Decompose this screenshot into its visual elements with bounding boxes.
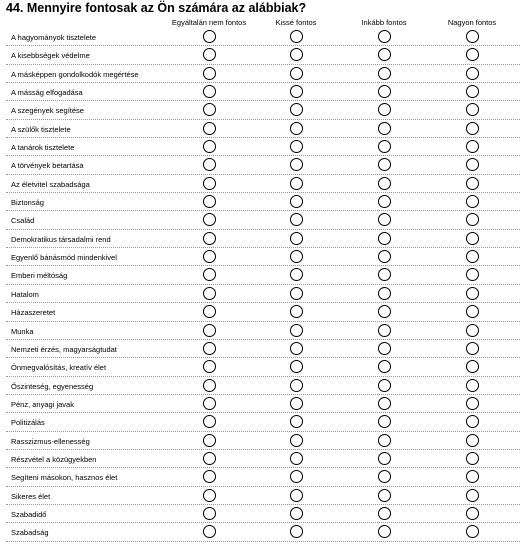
row-label: Sikeres élet [11,491,51,501]
column-header-very-important: Nagyon fontos [447,18,497,27]
radio-slightly-important[interactable] [290,287,303,300]
table-row [6,175,520,193]
table-row [6,413,520,431]
radio-slightly-important[interactable] [290,470,303,483]
radio-not-important[interactable] [203,470,216,483]
row-label: Pénz, anyagi javak [11,399,74,409]
radio-rather-important[interactable] [378,397,391,410]
radio-not-important[interactable] [203,397,216,410]
table-row [6,303,520,321]
table-row [6,468,520,486]
table-row [6,432,520,450]
radio-slightly-important[interactable] [290,67,303,80]
row-label: A szegények segítése [11,106,84,116]
radio-not-important[interactable] [203,177,216,190]
radio-very-important[interactable] [466,122,479,135]
row-label: Munka [11,326,34,336]
radio-slightly-important[interactable] [290,85,303,98]
radio-slightly-important[interactable] [290,525,303,538]
radio-very-important[interactable] [466,232,479,245]
radio-not-important[interactable] [203,379,216,392]
table-row [6,101,520,119]
radio-not-important[interactable] [203,67,216,80]
radio-not-important[interactable] [203,213,216,226]
radio-rather-important[interactable] [378,140,391,153]
radio-not-important[interactable] [203,232,216,245]
radio-not-important[interactable] [203,85,216,98]
radio-slightly-important[interactable] [290,415,303,428]
radio-rather-important[interactable] [378,434,391,447]
radio-very-important[interactable] [466,30,479,43]
radio-not-important[interactable] [203,268,216,281]
radio-slightly-important[interactable] [290,360,303,373]
row-label: A másság elfogadása [11,88,83,98]
radio-slightly-important[interactable] [290,250,303,263]
radio-very-important[interactable] [466,67,479,80]
radio-rather-important[interactable] [378,30,391,43]
radio-not-important[interactable] [203,158,216,171]
table-row [6,487,520,505]
radio-not-important[interactable] [203,305,216,318]
radio-not-important[interactable] [203,525,216,538]
radio-slightly-important[interactable] [290,507,303,520]
radio-rather-important[interactable] [378,452,391,465]
radio-rather-important[interactable] [378,250,391,263]
radio-rather-important[interactable] [378,342,391,355]
radio-not-important[interactable] [203,140,216,153]
radio-not-important[interactable] [203,287,216,300]
radio-very-important[interactable] [466,48,479,61]
radio-not-important[interactable] [203,195,216,208]
radio-rather-important[interactable] [378,415,391,428]
radio-rather-important[interactable] [378,122,391,135]
row-label: A tanárok tisztelete [11,143,75,153]
radio-slightly-important[interactable] [290,324,303,337]
radio-slightly-important[interactable] [290,452,303,465]
table-row [6,46,520,64]
row-label: Hatalom [11,289,39,299]
table-row [6,156,520,174]
table-row [6,377,520,395]
row-label: Részvétel a közügyekben [11,454,97,464]
table-row [6,285,520,303]
radio-very-important[interactable] [466,452,479,465]
table-row [6,120,520,138]
row-label: Őszinteség, egyenesség [11,381,94,391]
radio-very-important[interactable] [466,415,479,428]
row-label: A szülők tisztelete [11,124,71,134]
radio-very-important[interactable] [466,103,479,116]
row-label: Segíteni másokon, hasznos élet [11,473,118,483]
radio-very-important[interactable] [466,489,479,502]
row-label: Egyenlő bánásmód mindenkivel [11,253,117,263]
row-label: Szabadidő [11,509,47,519]
row-label: Szabadság [11,528,49,538]
table-row [6,266,520,284]
radio-rather-important[interactable] [378,324,391,337]
radio-not-important[interactable] [203,489,216,502]
table-row [6,322,520,340]
radio-not-important[interactable] [203,360,216,373]
radio-not-important[interactable] [203,342,216,355]
table-row [6,211,520,229]
row-label: Rasszizmus-ellenesség [11,436,90,446]
column-header-rather-important: Inkább fontos [361,18,407,27]
radio-slightly-important[interactable] [290,177,303,190]
radio-rather-important[interactable] [378,379,391,392]
radio-slightly-important[interactable] [290,213,303,226]
radio-very-important[interactable] [466,379,479,392]
radio-very-important[interactable] [466,268,479,281]
radio-not-important[interactable] [203,48,216,61]
radio-rather-important[interactable] [378,177,391,190]
radio-very-important[interactable] [466,140,479,153]
row-label: Család [11,216,35,226]
radio-not-important[interactable] [203,324,216,337]
radio-slightly-important[interactable] [290,489,303,502]
radio-very-important[interactable] [466,177,479,190]
radio-rather-important[interactable] [378,48,391,61]
row-label: Emberi méltóság [11,271,68,281]
radio-very-important[interactable] [466,158,479,171]
table-row [6,28,520,46]
radio-very-important[interactable] [466,213,479,226]
table-row [6,230,520,248]
table-row [6,358,520,376]
row-label: A másképpen gondolkodók megértése [11,69,139,79]
row-label: Demokratikus társadalmi rend [11,234,111,244]
row-label: Önmegvalósítás, kreatív élet [11,363,107,373]
row-label: Nemzeti érzés, magyarságtudat [11,344,117,354]
radio-very-important[interactable] [466,287,479,300]
radio-very-important[interactable] [466,250,479,263]
radio-slightly-important[interactable] [290,268,303,281]
radio-slightly-important[interactable] [290,30,303,43]
radio-rather-important[interactable] [378,158,391,171]
radio-not-important[interactable] [203,434,216,447]
radio-not-important[interactable] [203,30,216,43]
radio-rather-important[interactable] [378,525,391,538]
row-label: A hagyományok tisztelete [11,33,97,42]
radio-rather-important[interactable] [378,213,391,226]
radio-very-important[interactable] [466,324,479,337]
radio-rather-important[interactable] [378,67,391,80]
radio-very-important[interactable] [466,470,479,483]
table-row [6,340,520,358]
column-header-not-important: Egyáltalán nem fontos [171,18,247,27]
radio-very-important[interactable] [466,195,479,208]
radio-rather-important[interactable] [378,268,391,281]
radio-slightly-important[interactable] [290,434,303,447]
radio-not-important[interactable] [203,452,216,465]
radio-very-important[interactable] [466,434,479,447]
radio-slightly-important[interactable] [290,48,303,61]
radio-rather-important[interactable] [378,305,391,318]
radio-slightly-important[interactable] [290,158,303,171]
radio-not-important[interactable] [203,250,216,263]
radio-slightly-important[interactable] [290,232,303,245]
radio-rather-important[interactable] [378,103,391,116]
table-row [6,248,520,266]
table-row [6,193,520,211]
radio-rather-important[interactable] [378,232,391,245]
radio-slightly-important[interactable] [290,122,303,135]
radio-slightly-important[interactable] [290,397,303,410]
radio-very-important[interactable] [466,85,479,98]
column-header-slightly-important: Kissé fontos [275,18,317,27]
table-row [6,523,520,541]
radio-very-important[interactable] [466,360,479,373]
radio-rather-important[interactable] [378,489,391,502]
row-label: Politizálás [11,418,45,428]
radio-slightly-important[interactable] [290,195,303,208]
radio-slightly-important[interactable] [290,103,303,116]
table-row [6,450,520,468]
table-row [6,505,520,523]
radio-very-important[interactable] [466,305,479,318]
radio-rather-important[interactable] [378,85,391,98]
radio-slightly-important[interactable] [290,140,303,153]
row-label: Az életvitel szabadsága [11,179,90,189]
radio-slightly-important[interactable] [290,379,303,392]
radio-rather-important[interactable] [378,195,391,208]
table-row [6,395,520,413]
row-label: A törvények betartása [11,161,84,171]
table-row [6,83,520,101]
table-row [6,65,520,83]
radio-not-important[interactable] [203,103,216,116]
radio-rather-important[interactable] [378,360,391,373]
radio-not-important[interactable] [203,507,216,520]
radio-not-important[interactable] [203,122,216,135]
radio-very-important[interactable] [466,507,479,520]
row-label: Házaszeretet [11,308,56,318]
radio-very-important[interactable] [466,342,479,355]
radio-slightly-important[interactable] [290,305,303,318]
table-row [6,138,520,156]
radio-rather-important[interactable] [378,507,391,520]
question-title: 44. Mennyire fontosak az Ön számára az alábbiak? [6,1,307,15]
radio-very-important[interactable] [466,397,479,410]
radio-rather-important[interactable] [378,287,391,300]
row-label: A kisebbségek védelme [11,51,90,61]
radio-very-important[interactable] [466,525,479,538]
rating-table [6,28,520,542]
row-label: Biztonság [11,198,44,208]
radio-not-important[interactable] [203,415,216,428]
radio-slightly-important[interactable] [290,342,303,355]
radio-rather-important[interactable] [378,470,391,483]
